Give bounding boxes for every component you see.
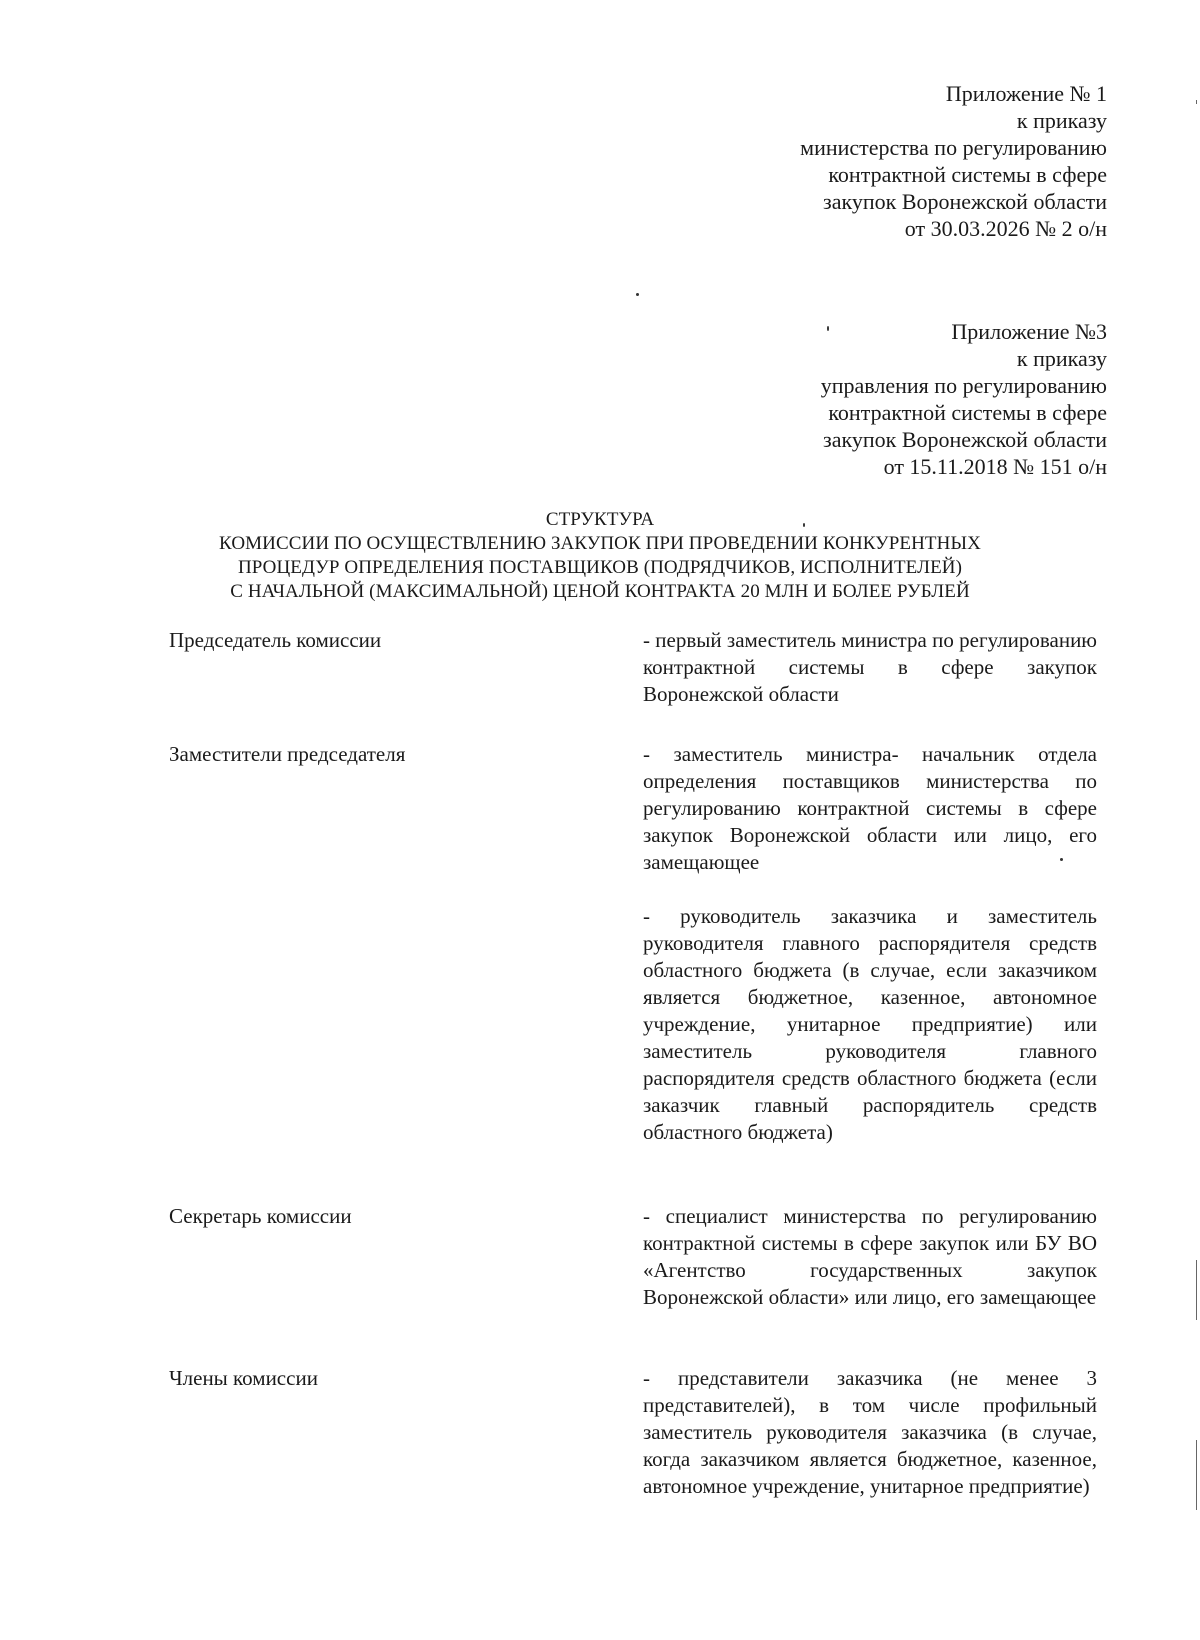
row-text-secretary: - специалист министерства по регулированию контрактной системы в сфере закупок или БУ ВО «Агентство государственных закупок Воронежской области» или лицо, его замещающее bbox=[643, 1204, 1097, 1309]
title-line: СТРУКТУРА bbox=[545, 509, 655, 530]
scan-edge-mark bbox=[1196, 1440, 1197, 1510]
row-label-members: Члены комиссии bbox=[169, 1366, 318, 1390]
annex-3-line: управления по регулированию bbox=[820, 373, 1107, 398]
scan-edge-mark bbox=[1196, 1260, 1197, 1320]
annex-1-line: Приложение № 1 bbox=[945, 81, 1107, 106]
annex-1-line: закупок Воронежской области bbox=[823, 189, 1107, 214]
scan-speck bbox=[827, 326, 829, 331]
annex-1-line: министерства по регулированию bbox=[800, 135, 1107, 160]
annex-1-line: к приказу bbox=[1016, 108, 1107, 133]
row-label-chairman: Председатель комиссии bbox=[169, 628, 382, 652]
annex-3-line: от 15.11.2018 № 151 о/н bbox=[883, 454, 1107, 479]
annex-1-header bbox=[800, 80, 1107, 242]
row-label-secretary: Секретарь комиссии bbox=[169, 1204, 352, 1228]
annex-3-line: закупок Воронежской области bbox=[823, 427, 1107, 452]
annex-1-line: от 30.03.2026 № 2 о/н bbox=[904, 216, 1107, 241]
row-text-members: - представители заказчика (не менее 3 представителей), в том числе профильный заместитель руководителя заказчика (в случае, когда заказчиком является бюджетное, казенное, автономное учреждение, унитарное предприятие) bbox=[643, 1366, 1097, 1498]
title-line: С НАЧАЛЬНОЙ (МАКСИМАЛЬНОЙ) ЦЕНОЙ КОНТРАКТА 20 МЛН И БОЛЕЕ РУБЛЕЙ bbox=[230, 581, 970, 602]
title-line: ПРОЦЕДУР ОПРЕДЕЛЕНИЯ ПОСТАВЩИКОВ (ПОДРЯДЧИКОВ, ИСПОЛНИТЕЛЕЙ) bbox=[237, 557, 963, 578]
scan-speck bbox=[636, 293, 639, 296]
row-text-deputy-1: - заместитель министра- начальник отдела определения поставщиков министерства по регулированию контрактной системы в сфере закупок Воронежской области или лицо, его замещающее bbox=[643, 742, 1097, 874]
row-label-deputies: Заместители председателя bbox=[169, 742, 406, 766]
annex-1-line: контрактной системы в сфере bbox=[828, 162, 1107, 187]
scan-speck bbox=[803, 523, 805, 527]
annex-3-line: контрактной системы в сфере bbox=[828, 400, 1107, 425]
annex-3-header bbox=[821, 318, 1107, 480]
title-line: КОМИССИИ ПО ОСУЩЕСТВЛЕНИЮ ЗАКУПОК ПРИ ПРОВЕДЕНИИ КОНКУРЕНТНЫХ bbox=[219, 533, 981, 554]
document-title bbox=[100, 508, 1100, 604]
scan-edge-mark bbox=[1196, 100, 1197, 104]
scan-speck bbox=[1060, 858, 1063, 861]
row-text-chairman: - первый заместитель министра по регулированию контрактной системы в сфере закупок Воронежской области bbox=[643, 628, 1097, 706]
row-text-deputy-2: - руководитель заказчика и заместитель руководителя главного распорядителя средств областного бюджета (в случае, если заказчиком является бюджетное, казенное, автономное учреждение, унитарное предприятие) или заместитель руководителя главного распорядителя средств областного бюджета (если заказчик главный распорядитель средств областного бюджета) bbox=[643, 904, 1097, 1144]
annex-3-line: Приложение №3 bbox=[951, 319, 1107, 344]
annex-3-line: к приказу bbox=[1016, 346, 1107, 371]
